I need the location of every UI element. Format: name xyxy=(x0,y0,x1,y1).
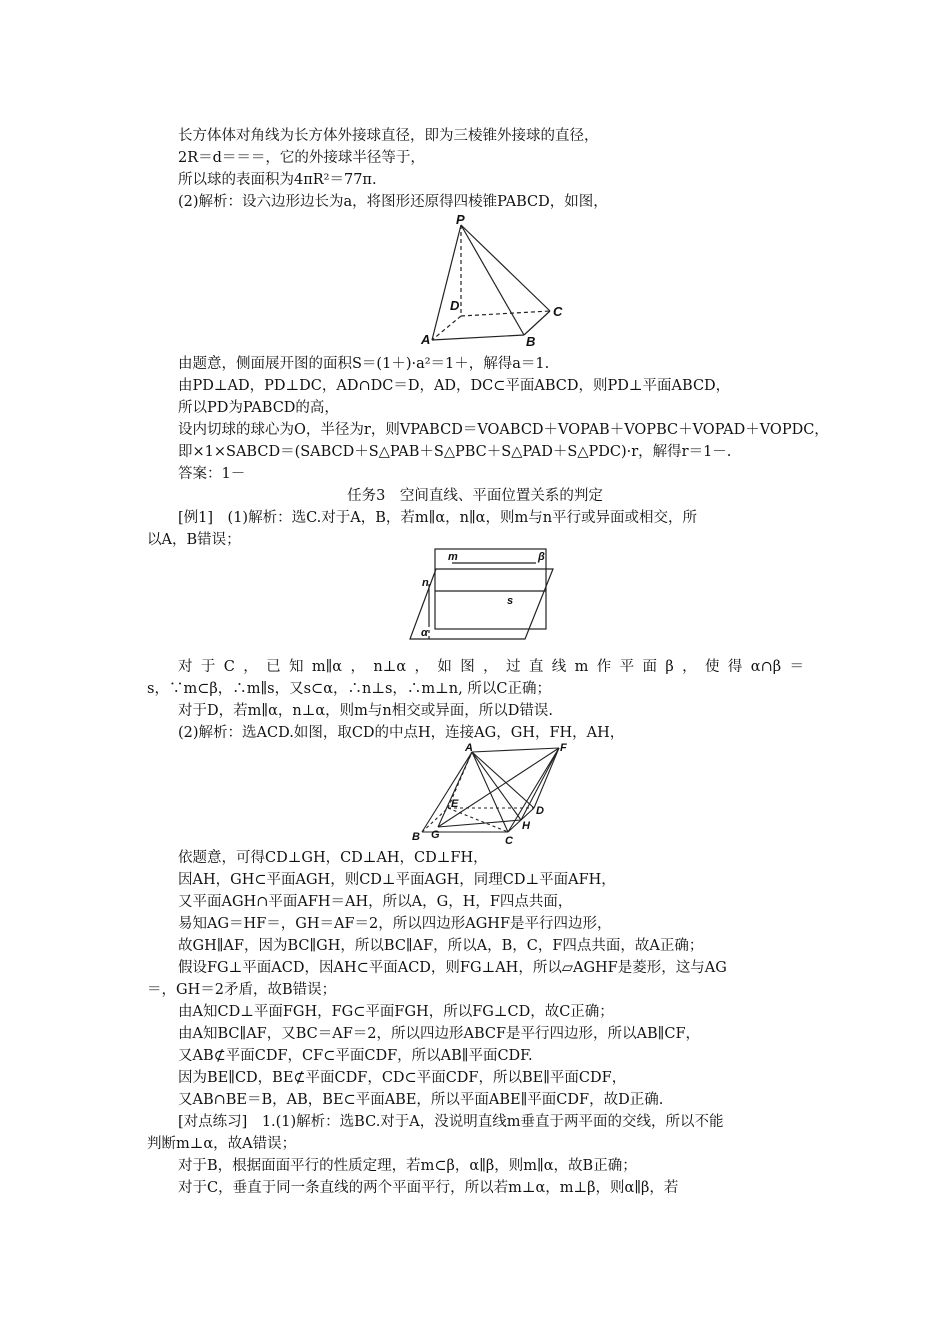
text-line: 所以PD为PABCD的高， xyxy=(178,400,339,416)
edge-BC xyxy=(524,311,550,335)
text-line: (2)解析：设六边形边长为a，将图形还原得四棱锥PABCD，如图， xyxy=(178,194,608,210)
text-line: 假设FG⊥平面ACD，因AH⊂平面ACD，则FG⊥AH，所以▱AGHF是菱形，这与AG xyxy=(178,960,727,976)
edge-PC xyxy=(461,225,550,311)
text-line: 依题意，可得CD⊥GH，CD⊥AH，CD⊥FH， xyxy=(178,850,488,866)
text-line: 对于C，垂直于同一条直线的两个平面平行，所以若m⊥α，m⊥β，则α∥β，若 xyxy=(178,1180,679,1196)
edge-AB xyxy=(422,752,472,832)
text-line: 以A，B错误； xyxy=(147,532,241,548)
edge-PB xyxy=(461,225,524,335)
text-line: 易知AG＝HF＝，GH＝AF＝2，所以四边形AGHF是平行四边形， xyxy=(178,916,612,932)
text-line: 由A知BC∥AF，又BC＝AF＝2，所以四边形ABCF是平行四边形，所以AB∥CF， xyxy=(178,1026,701,1042)
label-A: A xyxy=(465,742,473,754)
label-F: F xyxy=(560,742,567,754)
label-C: C xyxy=(553,304,563,319)
text-line: 即×1×SABCD＝(SABCD＋S△PAB＋S△PBC＋S△PAD＋S△PDC)·r，解得r＝1－. xyxy=(178,444,732,460)
label-D: D xyxy=(536,805,544,817)
text-line: 所以球的表面积为4πR²＝77π. xyxy=(178,172,377,188)
text-line: 2R＝d＝＝＝，它的外接球半径等于， xyxy=(178,150,425,166)
label-P: P xyxy=(456,213,465,227)
edge-DA xyxy=(432,316,461,340)
text-line: 对于B，根据面面平行的性质定理，若m⊂β，α∥β，则m∥α，故B正确； xyxy=(178,1158,637,1174)
text-line: 对于C，已知m∥α，n⊥α，如图，过直线m作平面β，使得α∩β＝ xyxy=(178,659,804,675)
edge-AB xyxy=(432,335,524,340)
text-line: 又AB∩BE＝B，AB，BE⊂平面ABE，所以平面ABE∥平面CDF，故D正确. xyxy=(178,1092,664,1108)
pyramid-figure xyxy=(418,213,568,348)
text-line: 长方体体对角线为长方体外接球直径，即为三棱锥外接球的直径， xyxy=(178,128,599,144)
label-alpha: α xyxy=(421,627,428,639)
text-line: [例1] (1)解析：选C.对于A，B，若m∥α，n∥α，则m与n平行或异面或相交，所 xyxy=(178,510,698,526)
answer-line: 答案：1－ xyxy=(178,466,246,482)
edge-AF xyxy=(472,748,559,752)
prism-figure xyxy=(408,740,570,848)
label-G: G xyxy=(431,829,440,841)
label-C: C xyxy=(505,835,513,847)
edge-FD xyxy=(534,748,559,808)
text-line: (2)解析：选ACD.如图，取CD的中点H，连接AG，GH，FH，AH， xyxy=(178,725,625,741)
text-line: 因AH，GH⊂平面AGH，则CD⊥平面AGH，同理CD⊥平面AFH， xyxy=(178,872,616,888)
text-line: 由PD⊥AD，PD⊥DC，AD∩DC＝D，AD，DC⊂平面ABCD，则PD⊥平面ABCD， xyxy=(178,378,731,394)
segment-GH xyxy=(438,820,521,827)
text-line: ＝，GH＝2矛盾，故B错误； xyxy=(147,982,337,998)
text-line: 故GH∥AF，因为BC∥GH，所以BC∥AF，所以A，B，C，F四点共面，故A正确； xyxy=(178,938,704,954)
label-beta: β xyxy=(538,551,545,563)
label-D: D xyxy=(450,298,460,313)
text-line: 判断m⊥α，故A错误； xyxy=(147,1136,297,1152)
text-line: 设内切球的球心为O，半径为r，则VPABCD＝VOABCD＋VOPAB＋VOPBC＋VOPAD＋VOPDC， xyxy=(178,422,829,438)
text-line: 因为BE∥CD，BE⊄平面CDF，CD⊂平面CDF，所以BE∥平面CDF， xyxy=(178,1070,627,1086)
segment-AH xyxy=(472,752,521,820)
text-line: 由题意，侧面展开图的面积S＝(1＋)·a²＝1＋，解得a＝1. xyxy=(178,356,550,372)
text-line: s，∵m⊂β，∴m∥s，又s⊂α，∴n⊥s，∴m⊥n, 所以C正确； xyxy=(147,681,551,697)
label-B: B xyxy=(526,334,536,348)
label-B: B xyxy=(412,831,420,843)
planes-figure xyxy=(408,546,556,644)
text-line: 又AB⊄平面CDF，CF⊂平面CDF，所以AB∥平面CDF. xyxy=(178,1048,533,1064)
label-E: E xyxy=(451,798,459,810)
edge-PA xyxy=(432,225,461,340)
section-heading: 任务3 空间直线、平面位置关系的判定 xyxy=(347,488,603,504)
edge-FC xyxy=(508,748,559,832)
label-n: n xyxy=(422,577,429,589)
text-line: 又平面AGH∩平面AFH＝AH，所以A，G，H，F四点共面， xyxy=(178,894,573,910)
edge-DC xyxy=(461,311,550,316)
text-line: [对点练习] 1.(1)解析：选BC.对于A，没说明直线m垂直于两平面的交线，所以不能 xyxy=(178,1114,724,1130)
label-H: H xyxy=(522,820,530,832)
text-line: 对于D，若m∥α，n⊥α，则m与n相交或异面，所以D错误. xyxy=(178,703,553,719)
text-line: 由A知CD⊥平面FGH，FG⊂平面FGH，所以FG⊥CD，故C正确； xyxy=(178,1004,614,1020)
edge-AD xyxy=(472,752,534,808)
label-s: s xyxy=(507,595,514,607)
label-A: A xyxy=(421,332,431,347)
label-m: m xyxy=(448,551,458,563)
